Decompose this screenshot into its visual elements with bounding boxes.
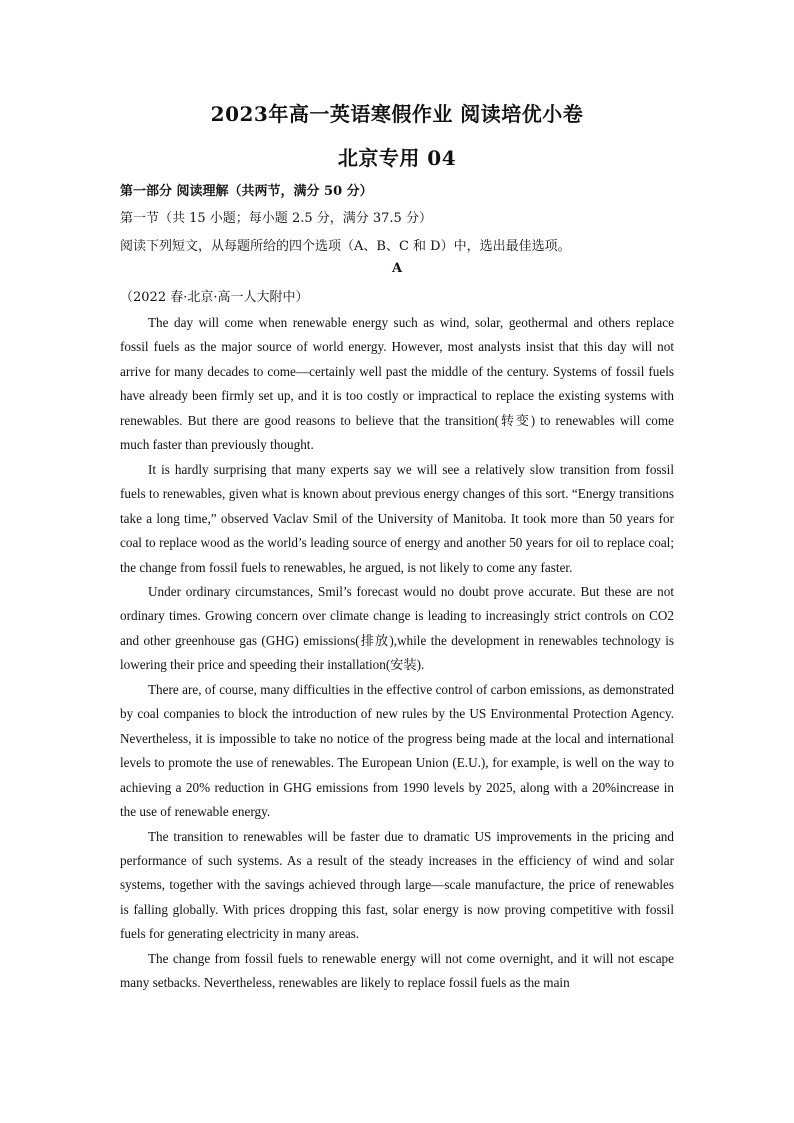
section-heading: 第一部分 阅读理解（共两节，满分 50 分） (120, 184, 373, 199)
paragraph: The transition to renewables will be faster due to dramatic US improvements in the pricing and performance of such systems. As a result of the steady increases in the efficiency of wind and solar systems, together with the savings achieved through large—scale manufacture, the price of renewables is falling globally. With prices dropping this fast, solar energy is now proving competitive with fossil fuels for generating electricity in many areas. (120, 828, 674, 942)
document-subtitle: 北京专用 04 (337, 146, 457, 170)
paragraph: It is hardly surprising that many experts say we will see a relatively slow transition from fossil fuels to renewables, given what is known about previous energy changes of this sort. “Energy transitions take a long time,” observed Vaclav Smil of the University of Manitoba. It took more than 50 years for coal to replace wood as the world’s leading source of energy and another 50 years for oil to replace coal; the change from fossil fuels to renewables, he argued, is not likely to come any faster. (120, 461, 674, 575)
document-title: 2023年高一英语寒假作业 阅读培优小卷 (210, 102, 584, 126)
paragraph: The day will come when renewable energy such as wind, solar, geothermal and others replace fossil fuels as the major source of world energy. However, most analysts insist that this day will not arrive for many decades to come—certainly well past the middle of the century. Systems of fossil fuels have already been firmly set up, and it is too costly or impractical to replace the existing systems with renewables. But there are good reasons to believe that the transition(转变) to renewables will come much faster than previously thought. (120, 315, 674, 453)
paragraph: There are, of course, many difficulties in the effective control of carbon emissions, as demonstrated by coal companies to block the introduction of new rules by the US Environmental Protection Agency. Nevertheless, it is impossible to take no notice of the progress being made at the local and international levels to promote the use of renewables. The European Union (E.U.), for example, is well on the way to achieving a 20% reduction in GHG emissions from 1990 levels by 2025, along with a 20%increase in the use of renewable energy. (120, 681, 674, 820)
paragraph: Under ordinary circumstances, Smil’s forecast would no doubt prove accurate. But these are not ordinary times. Growing concern over climate change is leading to increasingly strict controls on CO2 and other greenhouse gas (GHG) emissions(排放),while the development in renewables technology is lowering their price and speeding their installation(安装). (120, 583, 674, 673)
instructions: 阅读下列短文，从每题所给的四个选项（A、B、C 和 D）中，选出最佳选项。 (120, 239, 571, 254)
passage-label: A (391, 261, 403, 276)
subsection-heading: 第一节（共 15 小题；每小题 2.5 分，满分 37.5 分） (120, 211, 432, 226)
paragraph: The change from fossil fuels to renewable energy will not come overnight, and it will not escape many setbacks. Nevertheless, renewables are likely to replace fossil fuels as the main (120, 950, 674, 991)
passage-source: （2022 春·北京·高一人大附中） (120, 290, 309, 305)
passage-body (120, 311, 674, 996)
